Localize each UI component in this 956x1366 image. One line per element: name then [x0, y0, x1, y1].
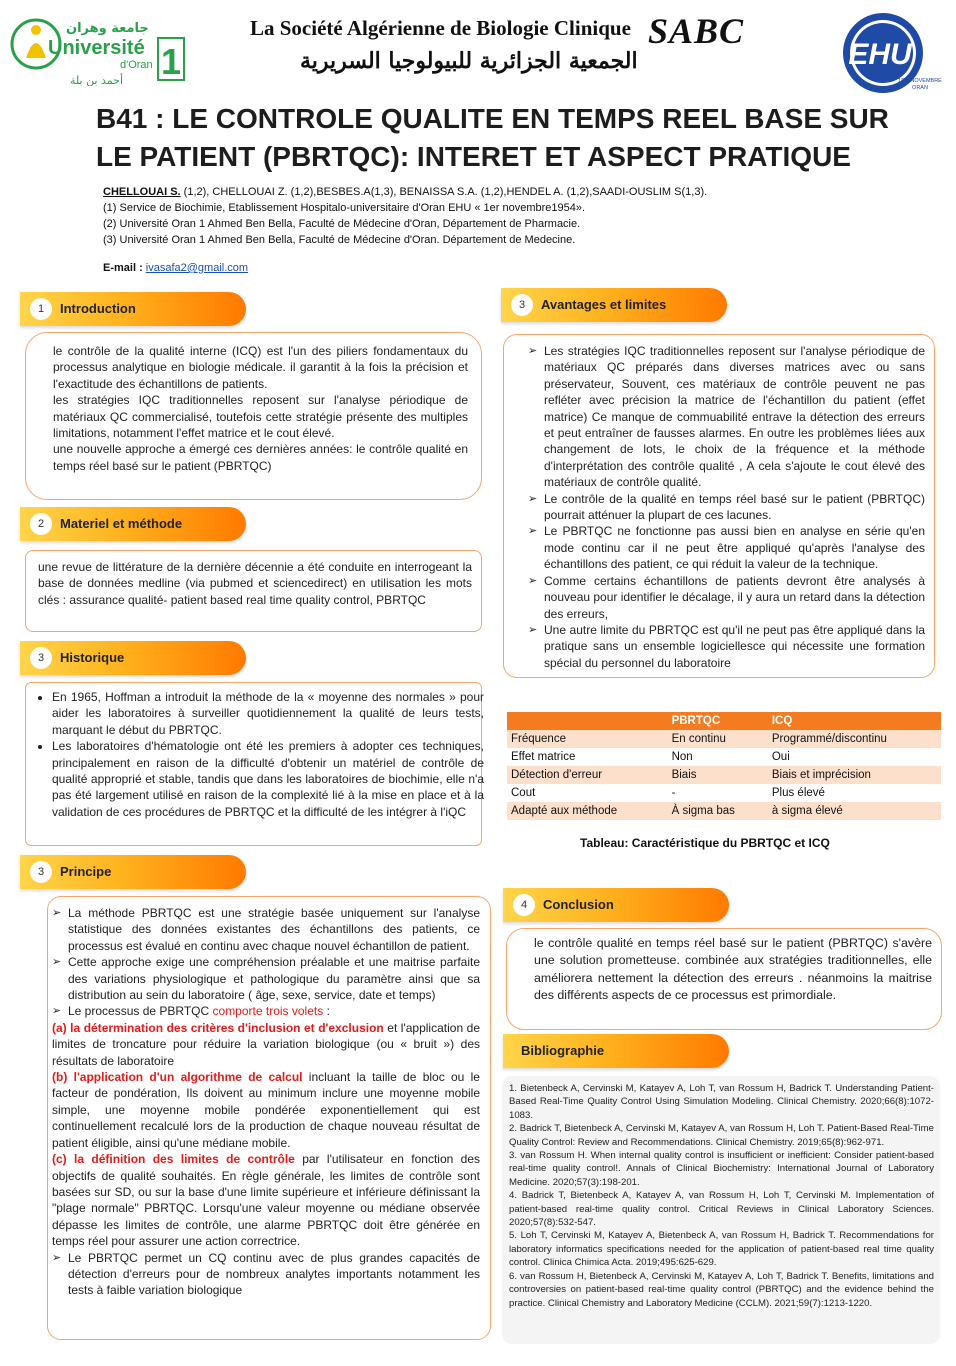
logo-arabic-sub: أحمد بن بلة [70, 74, 124, 86]
reference-item: 1. Bietenbeck A, Cervinski M, Katayev A, Loh T, van Rossum H, Badrick T. Understanding Patient-Based Real-Time Quality Control Using Simulation Modeling. Clinical Chemistry. 2020;66(8):1072-1083. [509, 1083, 934, 1121]
poster-title: B41 : LE CONTROLE QUALITE EN TEMPS REEL BASE SUR LE PATIENT (PBRTQC): INTERET ET ASPECT PRATIQUE [96, 103, 889, 172]
reference-item: 4. Badrick T, Bietenbeck A, Katayev A, van Rossum H, Loh T, Cervinski M. Implementation of patient-based real-time quality control. Critical Reviews in Clinical Laboratory Sciences. 2020;57(8):532-547. [509, 1190, 934, 1229]
section-header-avantages: 3 Avantages et limites [501, 288, 727, 322]
society-name-ar: الجمعية الجزائرية للبيولوجيا السريرية [300, 48, 638, 74]
historique-box [25, 682, 482, 846]
reference-item: 5. Loh T, Cervinski M, Katayev A, Bietenbeck A, van Rossum H, Badrick T. Recommendations for laboratory informatics specifications needed for the application of patient-based real time quality control. Clinica Chimica Acta. 2019;495:625-629. [509, 1230, 934, 1269]
ehu-logo [822, 10, 944, 96]
reference-item: 2. Badrick T, Bietenbeck A, Cervinski M, Katayev A, van Rossum H, Loh T. Patient-Based Real-Time Quality Control: Review and Recommendations. Clinical Chemistry. 2019;65(8):962-971. [509, 1123, 934, 1148]
volet-c: (c) la définition des limites de contrôle par l'utilisateur en fonction des objectifs de qualité souhaités. En règle générale, les limites de contrôle sont basées sur SD, ou sur la base d'une limite supérieure et inférieure définissant la "plage normale" PBRTQC. Lorsqu'une valeur moyenne ou médiane observée dépasse les limites de contrôle, une alarme PBRTQC doit être générée en temps réel pour assurer une action correctrice. [52, 1152, 481, 1249]
section-number: 1 [30, 298, 52, 320]
affiliation-1: (1) Service de Biochimie, Etablissement Hospitalo-universitaire d'Oran EHU « 1er novembre1954». [103, 202, 586, 214]
table-row: Détection d'erreur Biais Biais et imprécision [507, 766, 941, 784]
historique-item: • En 1965, Hoffman a introduit la méthode de la « moyenne des normales » pour aider les laboratoires à surveiller quotidiennement la qualité de leurs tests, marquant le début du PBRTQC. [52, 689, 484, 738]
affiliation-2: (2) Université Oran 1 Ahmed Ben Bella, Faculté de Médecine d'Oran, Département de Pharmacie. [103, 218, 581, 230]
logo-universite: Université [48, 37, 145, 59]
table-row: Adapté aux méthode À sigma bas à sigma élevé [507, 802, 941, 820]
section-title: Introduction [60, 301, 136, 316]
table-row: Effet matrice Non Oui [507, 748, 941, 766]
ehu-sub: 1ER NOVEMBRE [898, 78, 942, 84]
conclusion-box: le contrôle qualité en temps réel basé sur le patient (PBRTQC) s'avère une solution prometteuse. combinée aux stratégies traditionnelles, elle améliorera nettement la détection des erreurs . néanmoins la maitrise des différents aspects de ce processus est primordiale. [506, 928, 942, 1030]
section-header-bibliographie: Bibliographie [503, 1034, 729, 1068]
avantage-item: ➢ Les stratégies IQC traditionnelles reposent sur l'analyse périodique de matériaux QC préparés dans diverses matrices avec ou sans préservateur, Souvent, ces matériaux de contrôle peuvent ne pas refléter avec précision la matrice de l'échantillon du patient (effet matrice) Ce manque de commuabilité entrave la détection des erreurs et peut entraîner de fausses alarmes. En outre les problèmes liées aux changement de lots, le choix de la fréquence et la méthode d'interprétation des contrôle qualité , A cela s'ajoute le cout élevé des matériaux de contrôle qualité. [528, 344, 925, 490]
email-link[interactable]: ivasafa2@gmail.com [145, 262, 249, 274]
section-header-historique: 3 Historique [20, 641, 246, 675]
reference-item: 6. van Rossum H, Bietenbeck A, Cervinski M, Katayev A, Loh T, Badrick T. Benefits, limitations and controversies on patient-based real-time quality control (PBRTQC) and the evidence behind the practice. Clinical Chemistry and Laboratory Medicine (CCLM). 2021;59(7):1213-1220. [509, 1270, 934, 1309]
section-header-introduction [20, 292, 246, 326]
section-header-methode: 2 Materiel et méthode [20, 507, 246, 541]
affiliation-3: (3) Université Oran 1 Ahmed Ben Bella, Faculté de Médecine d'Oran. Département de Medecine. [103, 234, 576, 246]
table-header: PBRTQC [668, 712, 768, 730]
section-header-principe: 3 Principe [20, 855, 246, 889]
table-row: Fréquence En continu Programmé/discontinu [507, 730, 941, 748]
volet-a: (a) la détermination des critères d'inclusion et d'exclusion et l'application de limites de troncature pour réduire la variation biologique (ou « bruit ») des résultats de laboratoire [52, 1020, 480, 1068]
table-header: ICQ [768, 712, 941, 730]
email-line: E-mail : ivasafa2@gmail.com [103, 262, 249, 274]
reference-item: 3. van Rossum H. When internal quality control is insufficient or inefficient: Consider patient-based real-time quality control!. Annals of Clinical Biochemistry: International Journal of Laboratory Medicine. 2020;57(3):198-201. [509, 1150, 934, 1188]
avantages-box [503, 334, 935, 678]
section-header-conclusion: 4 Conclusion [503, 888, 729, 922]
logo-arabic-name: جامعة وهران [66, 21, 149, 36]
lead-author: CHELLOUAI S. [103, 186, 181, 198]
principe-box [47, 896, 491, 1340]
society-name-fr: La Société Algérienne de Biologie Clinique [250, 16, 631, 40]
volet-b: (b) l'application d'un algorithme de calcul incluant la taille de bloc ou le facteur de pondération, Ils doivent au minimum inclure une moyenne mobile simple, une moyenne mobile pondérée exponentiellement qui est continuellement recalculé lors de la production de chaque nouveau résultat de patient éligible, ainsi qu'une médiane mobile. [52, 1070, 480, 1150]
principe-bullet: ➢ Le processus de PBRTQC comporte trois volets : [52, 1004, 330, 1019]
logo-doran: d'Oran [120, 59, 153, 71]
university-oran1-logo [10, 8, 190, 86]
principe-bullet: ➢ La méthode PBRTQC est une stratégie basée uniquement sur l'analyse statistique des données existantes des échantillons des patients, ce processus est évalué en continu avec chaque nouvel échantillon de patient. [52, 906, 480, 953]
logo-numeral: 1 [160, 41, 182, 82]
sabc-logo: SABC [648, 11, 745, 51]
table-header [507, 712, 668, 730]
avantage-item: ➢ Le contrôle de la qualité en temps réel basé sur le patient (PBRTQC) pourrait atténuer la plupart de ces lacunes. [528, 491, 925, 523]
avantage-item: ➢ Le PBRTQC ne fonctionne pas aussi bien en analyse en série qu'en mode continu car il ne peut être appliqué qu'après l'analyse des échantillons des patient, ce qui réduit la valeur de la technique. [528, 524, 925, 572]
authors-block: CHELLOUAI S. (1,2), CHELLOUAI Z. (1,2),BESBES.A(1,3), BENAISSA S.A. (1,2),HENDEL A. (1,2),SAADI-OUSLIM S(1,3). (1) Service de Biochimie, Etablissement Hospitalo-universitaire d'Oran EHU « 1er novembre1954». (2) Université Oran 1 Ahmed Ben Bella, Faculté de Médecine d'Oran, Département de Pharmacie. (3) Université Oran 1 Ahmed Ben Bella, Faculté de Médecine d'Oran. Département de Medecine. [103, 184, 903, 248]
comparison-table [507, 712, 941, 820]
ehu-letters: EHU [848, 38, 912, 71]
bibliography-box [502, 1076, 940, 1344]
avantage-item: ➢ Comme certains échantillons de patients devront être analysés à nouveau pour identifier le décalage, il y aura un retard dans la détection des erreurs, [528, 573, 925, 621]
principe-bullet: ➢ Cette approche exige une compréhension préalable et une maitrise parfaite des variations physiologique et pathologique du paramètre ainsi que sa distribution au sein du laboratoire ( âge, sexe, service, date et temps) [52, 955, 480, 1003]
avantage-item: ➢ Une autre limite du PBRTQC est qu'il ne peut pas être appliqué dans la pratique sans un ensemble logiciellesce qui nécessite une formation spécial du personnel du laboratoire [528, 622, 925, 670]
introduction-box: le contrôle de la qualité interne (ICQ) est l'un des piliers fondamentaux du processus analytique en biologie médicale. il garantit à la fois la précision et l'exactitude des échantillons de patients. les stratégies IQC traditionnelles reposent sur l'analyse périodique de matériaux QC commercialisé, toutefois cette stratégie présente des multiples limitations, notamment l'effet matrice et le cout élevé. une nouvelle approche a émergé ces dernières années: le contrôle qualité en temps réel basé sur le patient (PBRTQC) [25, 332, 482, 500]
historique-item: • Les laboratoires d'hématologie ont été les premiers à adopter ces techniques, principalement en raison de la difficulté d'obtenir un matériel de contrôle de qualité approprié et stable, tandis que dans les laboratoires de biochimie, elle n'a pas été largement utilisé en raison de la complexité lié à la mise en place et à la validation de ces procédures de PBRTQC et la difficulté de les intégrer à l'iQC [52, 738, 484, 820]
principe-bullet: ➢ Le PBRTQC permet un CQ continu avec de plus grandes capacités de détection d'erreurs pour de nombreux analytes importants notamment les tests à faible variation biologique [52, 1250, 480, 1298]
table-row: Cout - Plus élevé [507, 784, 941, 802]
table-caption: Tableau: Caractéristique du PBRTQC et ICQ [580, 836, 830, 850]
methode-box: une revue de littérature de la dernière décennie a été conduite en interrogeant la base de données medline (via pubmed et sciencedirect) en utilisation les mots clés : assurance qualité- patient based real time quality control, PBRTQC [25, 550, 482, 632]
ehu-city: ORAN [912, 85, 928, 91]
